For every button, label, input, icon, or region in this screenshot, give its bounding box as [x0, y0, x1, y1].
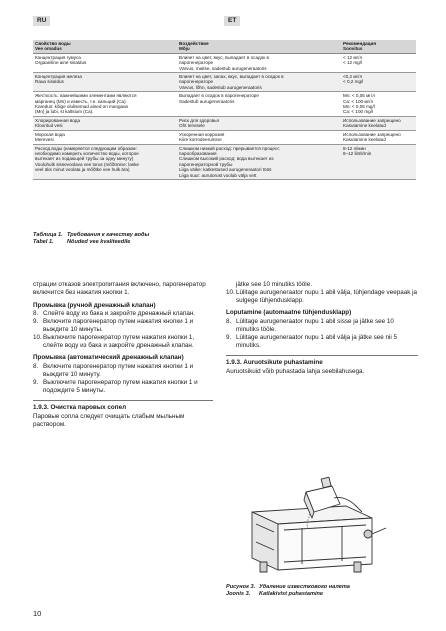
- list-item-text: Lülitage aurugeneraator nupu 1 abil välja ja jätke see nii 5 minutiks.: [236, 333, 398, 349]
- table-cell-line: Влияет на цвет, запах, вкус, выпадает в осадок в: [179, 74, 284, 80]
- section-title: 1.9.3. Auruotsikute puhastamine: [226, 355, 418, 367]
- table-cell-line: < 0,2 mg/l: [343, 79, 364, 85]
- table-cell-effect: [177, 116, 341, 130]
- table-cell-line: 8–12 liitrit/min: [343, 150, 372, 156]
- table-cell-recommendation: [341, 116, 416, 130]
- table-cell-line: (Mn) ja lubi, st kaltsium (Ca).: [35, 109, 94, 115]
- table-caption-text: Требования к качеству воды: [67, 232, 150, 238]
- table-cell-property: [33, 130, 177, 144]
- table-cell-property: [33, 144, 177, 179]
- table-cell-line: Liiga suur: aurutorust voolab välja vett: [179, 172, 257, 178]
- list-item-number: 8.: [226, 318, 232, 326]
- list-item-text: Слейте воду из бака и закройте дренажный клапан.: [43, 310, 196, 318]
- table-cell-line: Морская вода: [35, 131, 65, 137]
- list-item: [33, 310, 213, 318]
- table-cell-effect: [177, 144, 341, 179]
- table-cell-recommendation: [341, 144, 416, 179]
- table-cell-property: [33, 92, 177, 117]
- table-row: [33, 73, 416, 92]
- figure-caption: [226, 584, 350, 597]
- section-paragraph: Паровые сопла следует очищать слабым мыльным раствором.: [33, 413, 185, 428]
- table-cell-line: Слишком низкий расход: прерывается процесс: [179, 145, 280, 151]
- table-cell-line: необходимо измерить количество воды, которое: [35, 150, 139, 156]
- table-header-recommendation: Рекомендация Soovitus: [341, 40, 416, 53]
- table-cell-line: < 12 мг/л: [343, 54, 363, 60]
- manual-flush-heading: Промывка (ручной дренажный клапан): [33, 301, 156, 309]
- table-cell-line: Жесткость: важнейшими элементами являются: [35, 93, 137, 99]
- table-cell-line: Oht tervisele: [179, 123, 205, 129]
- table-cell-line: Хлорированная вода: [35, 117, 80, 123]
- auto-flush-heading: Loputamine (automaatne tühjendusklapp): [226, 309, 352, 317]
- table-cell-line: Расход воды (измеряется следующим образом:: [35, 145, 137, 151]
- intro-list: [226, 281, 418, 304]
- left-column-ru: [33, 281, 213, 434]
- manual-flush-list: [33, 310, 213, 349]
- table-cell-line: Liiga väike: katkestused aurugeneraatori töös: [179, 167, 272, 173]
- table-row: [33, 116, 416, 130]
- list-item-text: Включите парогенератор путем нажатия кнопки 1 и выждите 10 минуту.: [43, 363, 194, 378]
- page-number: 10: [33, 609, 42, 618]
- table-cell-property: [33, 116, 177, 130]
- list-item: [33, 363, 213, 379]
- list-item-number: 9.: [226, 333, 232, 341]
- table-header-property: Свойство воды Vee omadus: [33, 40, 177, 53]
- language-tag-ru: RU: [33, 16, 50, 26]
- table-cell-line: Sadestub aurugeneraatoris: [179, 98, 235, 104]
- auto-flush-heading: Промывка (автоматический дренажный клапан): [33, 354, 184, 362]
- table-cell-line: Kiire korrodeerumine: [179, 137, 222, 143]
- table-header-effect: Воздействие Mõju: [177, 40, 341, 53]
- table-cell-line: <0,2 мг/л: [343, 74, 363, 80]
- generator-foot: [260, 562, 267, 572]
- list-item: [226, 318, 418, 334]
- list-item: [226, 289, 418, 305]
- list-item: [226, 334, 418, 350]
- table-cell-recommendation: [341, 130, 416, 144]
- list-item-text: Lülitage aurugeneraator nupu 1 abil välja, tühjendage veepaak ja sulgege tühjendusklapp.: [236, 288, 417, 304]
- table-cell-line: Merevesi: [35, 137, 54, 143]
- list-item-number: 8.: [33, 310, 39, 318]
- table-cell-line: парогенераторе: [179, 79, 214, 85]
- table-cell-recommendation: [341, 73, 416, 92]
- table-caption: [33, 232, 149, 245]
- figure-caption-label: Рисунок 3.: [226, 584, 256, 590]
- list-item: [33, 379, 213, 395]
- table-row: [33, 92, 416, 117]
- table-cell-recommendation: [341, 92, 416, 117]
- figure-caption-text: Katlakivist puhastamine: [259, 590, 324, 597]
- auto-flush-list: [33, 363, 213, 394]
- list-item-text: Включите парогенератор путем нажатия кнопки 1 и выждите 10 минуты.: [43, 318, 194, 333]
- auto-flush-list: [226, 318, 418, 349]
- table-cell-effect: [177, 130, 341, 144]
- table-cell-line: veel üks minut voolata ja mõõtke vee hulk ära): [35, 167, 130, 173]
- table-cell-line: Ca: < 100 mg/l: [343, 109, 374, 115]
- section-paragraph: Auruotsikuid võib puhastada lahja seebilahusega.: [226, 368, 365, 376]
- table-cell-property: [33, 53, 177, 72]
- table-row: [33, 53, 416, 72]
- steam-generator-cleaning-illustration: [222, 472, 418, 584]
- list-item: [33, 334, 213, 350]
- section-title: 1.9.3. Очистка паровых сопел: [33, 400, 213, 412]
- table-cell-line: Raua sisaldus: [35, 79, 64, 85]
- generator-foot: [354, 562, 361, 572]
- table-cell-line: Влияет на цвет, вкус, выпадает в осадок в: [179, 54, 270, 60]
- table-header-row: [33, 40, 416, 53]
- list-item-text: jätke see 10 minutiks tööle.: [236, 281, 312, 288]
- table-row: [33, 130, 416, 144]
- list-item-number: 10.: [226, 288, 235, 296]
- table-cell-line: Ca: < 100 мг/л: [343, 98, 374, 104]
- table-cell-line: парогенераторной трубы: [179, 161, 233, 167]
- table-caption-label: Tabel 1.: [33, 238, 54, 245]
- intro-paragraph: страции отказов электропитания включено, парогенератор включится без нажатия кнопки 1.: [33, 281, 206, 296]
- table-caption-label: Таблица 1.: [33, 232, 63, 238]
- table-cell-line: Использование запрещено: [343, 117, 401, 123]
- table-cell-property: [33, 73, 177, 92]
- table-cell-line: Ускоренная коррозия: [179, 131, 225, 137]
- table-cell-line: 8-12 л/мин: [343, 145, 366, 151]
- table-cell-line: Mn: < 0,05 mg/l: [343, 104, 375, 110]
- table-cell-line: парогенераторе: [179, 60, 214, 66]
- table-cell-line: Концентрация железа: [35, 74, 82, 80]
- list-item-number: 8.: [33, 363, 39, 371]
- table-cell-line: Mn: < 0,05 мг/л: [343, 93, 375, 99]
- table-cell-line: Риск для здоровья: [179, 117, 220, 123]
- table-cell-line: Orgaaniline aine sisaldus: [35, 60, 87, 66]
- figure-caption-label: Joonis 3.: [226, 590, 251, 597]
- table-cell-line: марганец (Mn) и известь, т.е. кальций (Ca).: [35, 98, 127, 104]
- water-quality-table: [33, 40, 416, 180]
- list-item-number: [226, 281, 236, 289]
- table-cell-line: Концентрация гумуса: [35, 54, 81, 60]
- table-row: [33, 144, 416, 179]
- table-cell-line: Klooritud vesi: [35, 123, 63, 129]
- table-cell-line: Värvus, maitse, sadestub aurugeneraatoris: [179, 65, 267, 71]
- table-cell-effect: [177, 73, 341, 92]
- table-cell-line: Karedus: kõige olulisemad ained on mangaan: [35, 104, 129, 110]
- table-cell-line: Kasutamine keelatud: [343, 137, 386, 143]
- table-cell-line: Vooluhulk sissevoolava vee torus (mõõtmine: laske: [35, 161, 139, 167]
- list-item-text: Lülitage aurugeneraator nupu 1 abil sisse ja jätke see 10 minutiks tööle.: [236, 318, 394, 333]
- list-item: [33, 318, 213, 334]
- table-cell-line: Выпадает в осадок в парогенераторе: [179, 93, 259, 99]
- table-cell-line: Слишком высокий расход: вода вытекает из: [179, 156, 274, 162]
- list-item-text: Выключите парогенератор путем нажатия кнопки 1, слейте воду из бака и закройте дренажный клапан.: [43, 333, 195, 349]
- language-tag-et: ET: [224, 16, 240, 26]
- table-caption-text: Nõuded vee kvaliteedile: [67, 238, 131, 245]
- table-cell-line: < 12 mg/l: [343, 60, 363, 66]
- table-cell-recommendation: [341, 53, 416, 72]
- table-cell-line: Использование запрещено: [343, 131, 401, 137]
- table-cell-line: Kasutamine keelatud: [343, 123, 386, 129]
- table-cell-line: Värvus, lõhn, sadestub aurugeneraatoris: [179, 84, 262, 90]
- table-cell-effect: [177, 92, 341, 117]
- table-cell-line: вытекает из подающей трубы за одну минуту): [35, 156, 134, 162]
- steam-nozzle: [364, 530, 372, 538]
- table-cell-effect: [177, 53, 341, 72]
- list-item: [226, 281, 418, 289]
- list-item-number: 9.: [33, 318, 39, 326]
- figure-caption-text: Удаление известкового налета: [259, 584, 350, 590]
- list-item-text: Выключите парогенератор путем нажатия кнопки 1 и подождите 5 минуты.: [43, 378, 198, 394]
- list-item-number: 9.: [33, 378, 39, 386]
- container-cap: [321, 477, 331, 488]
- list-item-number: 10.: [33, 333, 42, 341]
- table-cell-line: парообразования: [179, 150, 217, 156]
- right-column-et: [226, 281, 418, 381]
